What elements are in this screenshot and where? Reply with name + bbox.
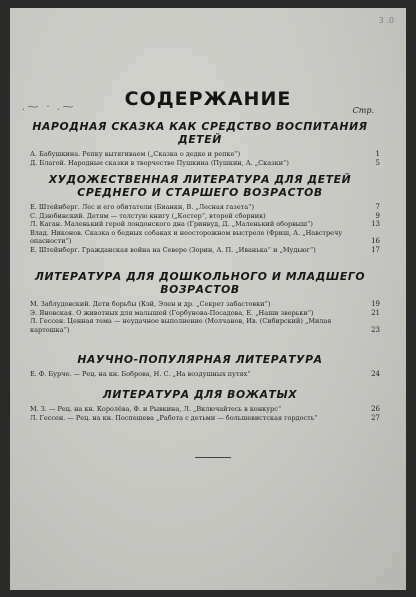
toc-section-preschool [30,270,380,334]
toc-entry[interactable] [30,370,380,379]
page-title: СОДЕРЖАНИЕ [124,88,292,110]
toc-entry[interactable] [30,413,380,423]
entry-page: 23 [371,325,380,334]
toc-entry[interactable] [30,150,380,159]
toc-entry[interactable] [30,211,380,221]
entry-text: А. Бабушкина. Репку вытягиваем („Сказка о дедке и репке“) [30,150,241,158]
toc-entry[interactable] [30,203,380,212]
entry-text: Е. Ф. Бурче. — Рец. на кн. Боброва, Н. С. „На воздушных путях“ [30,370,251,378]
toc-section-folk-tale [30,120,380,167]
section-title: ЛИТЕРАТУРА ДЛЯ ВОЖАТЫХ [102,388,298,401]
toc-entry[interactable] [30,245,380,255]
section-title: НАУЧНО-ПОПУЛЯРНАЯ ЛИТЕРАТУРА [77,353,323,366]
entry-text: Д. Благой. Народные сказки в творчестве Пушкина (Пушкин, А. „Сказки“) [30,158,289,167]
entry-page: 16 [371,237,380,245]
entry-text: Л. Гессен. — Рец. на кн. Поспешева „Работа с детьми — большевистская гордость“ [30,413,318,422]
entry-text: Е. Штейнберг. Лес и его обитатели (Бианки, В. „Лесная газета“) [30,203,255,211]
toc-entry[interactable] [30,228,380,246]
entry-page: 24 [371,370,380,378]
entry-text: С. Дзюбинский. Детям — толстую книгу („Костер“, второй сборник) [30,211,266,220]
toc-entry[interactable] [30,308,380,318]
entry-page: 7 [375,203,380,211]
entry-text: Е. Штейнберг. Гражданская война на Севере (Зорин, А. П. „Иванька“ и „Мудьюг“) [30,245,316,254]
corner-mark: 3 .0 [378,16,394,25]
toc-entry[interactable] [30,405,380,414]
toc-entry[interactable] [30,317,380,334]
entry-page: 17 [371,245,380,254]
document-page [10,8,406,590]
entry-page: 26 [371,405,380,413]
toc-entry[interactable] [30,220,380,229]
pencil-margin-note: .⁓ · .⁓ [22,100,76,113]
entry-page: 9 [375,211,380,220]
end-divider [195,457,231,458]
entry-page: 1 [375,150,380,158]
entry-text: Л. Каган. Маленький герой лондонского дна (Гринвуд, Д. „Маленький оборвыш“) [30,220,313,228]
entry-text: Влад. Никонов. Сказка о бедных собаках и неосторожном выстреле (Фриш, А. „Навстречу опасности“) [30,228,343,245]
entry-page: 5 [375,158,380,167]
page-column-label: Стр. [352,106,374,115]
toc-section-science [30,353,380,379]
section-title: НАРОДНАЯ СКАЗКА КАК СРЕДСТВО ВОСПИТАНИЯ ДЕТЕЙ [32,120,368,146]
toc-entry[interactable] [30,300,380,309]
toc-section-leaders [30,388,380,422]
section-title: ХУДОЖЕСТВЕННАЯ ЛИТЕРАТУРА ДЛЯ ДЕТЕЙ СРЕДНЕГО И СТАРШЕГО ВОЗРАСТОВ [48,173,352,199]
entry-text: Э. Яновская. О животных для малышей (Горбунова-Посадова, Е. „Наши зверьки“) [30,308,314,317]
entry-page: 27 [371,413,380,422]
toc-entry[interactable] [30,158,380,168]
entry-text: М. З. — Рец. на кн. Королёва, Ф. и Рывкина, Л. „Включайтесь в конкурс“ [30,405,282,413]
section-title: ЛИТЕРАТУРА ДЛЯ ДОШКОЛЬНОГО И МЛАДШЕГО ВОЗРАСТОВ [34,270,366,296]
entry-text: Л. Гессен. Ценная тема — неудачное выполнение (Молчанов, Ив. (Сибирский) „Милая картошка“) [30,317,332,334]
toc-section-fiction-older [30,173,380,254]
entry-page: 21 [371,308,380,317]
entry-page: 13 [371,220,380,228]
entry-text: М. Заблудовский. Дети борьбы (Кэй, Элен и др. „Секрет забастовки“) [30,300,271,308]
entry-page: 19 [371,300,380,308]
